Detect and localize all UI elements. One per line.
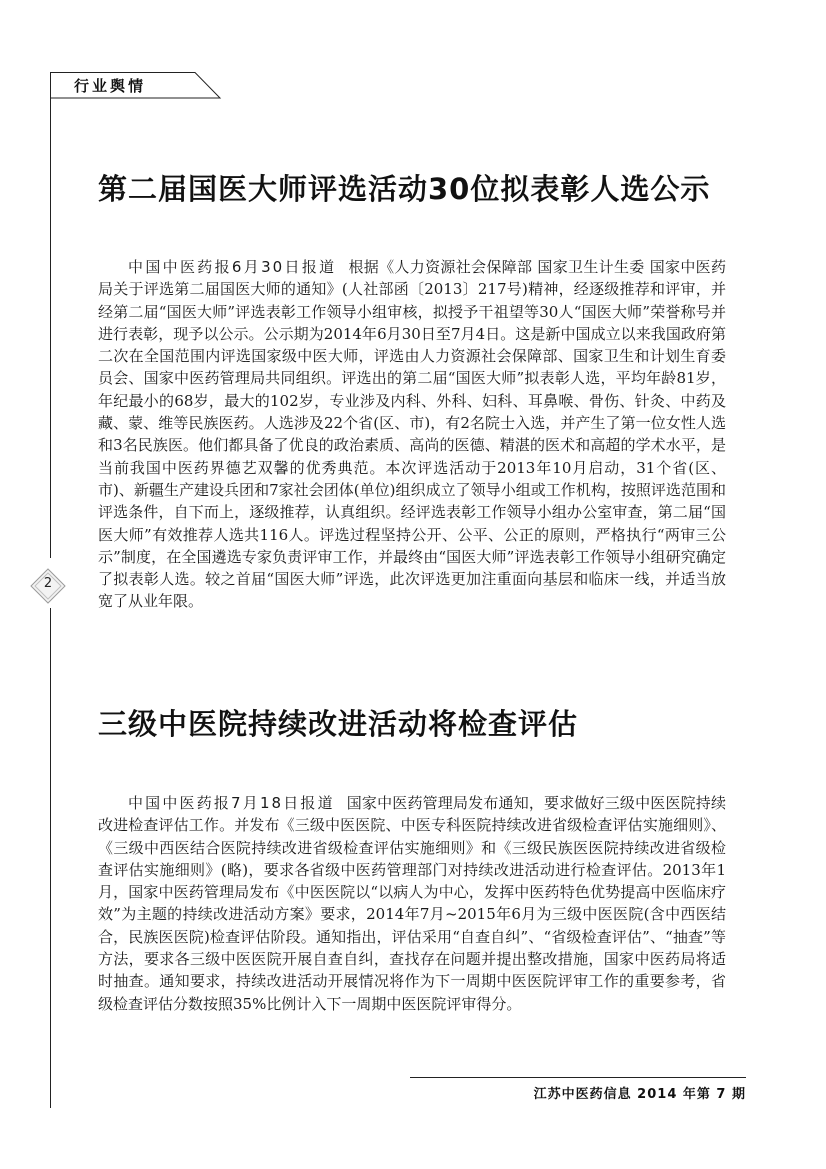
page-number: 2 bbox=[43, 576, 53, 591]
article-body bbox=[98, 792, 726, 1015]
article-title: 三级中医院持续改进活动将检查评估 bbox=[98, 707, 579, 741]
page-number-badge bbox=[28, 566, 68, 606]
section-tag-label: 行业舆情 bbox=[74, 77, 147, 95]
footer-rule bbox=[410, 1077, 746, 1078]
section-tag bbox=[50, 72, 220, 98]
dateline: 中国中医药报6月30日报道 bbox=[128, 258, 337, 276]
article-text: 根据《人力资源社会保障部 国家卫生计生委 国家中医药局关于评选第二届国医大师的通知》(人社部函〔2013〕217号)精神，经逐级推荐和评审，并经第二届“国医大师”评选表彰工作领导小组审核，拟授予干祖望等30人“国医大师”荣誉称号并进行表彰，现予以公示。公示期为2014年6月30日至7月4日。这是新中国成立以来我国政府第二次在全国范围内评选国家级中医大师，评选由人力资源社会保障部、国家卫生和计划生育委员会、国家中医药管理局共同组织。评选出的第二届“国医大师”拟表彰人选，平均年龄81岁，年纪最小的68岁，最大的102岁，专业涉及内科、外科、妇科、耳鼻喉、骨伤、针灸、中药及藏、蒙、维等民族医药。人选涉及22个省(区、市)，有2名院士入选，并产生了第一位女性人选和3名民族医。他们都具备了优良的政治素质、高尚的医德、精湛的医术和高超的学术水平，是当前我国中医药界德艺双馨的优秀典范。本次评选活动于2013年10月启动，31个省(区、市)、新疆生产建设兵团和7家社会团体(单位)组织成立了领导小组或工作机构，按照评选范围和评选条件，自下而上，逐级推荐，认真组织。经评选表彰工作领导小组办公室审查，第二届“国医大师”有效推荐人选共116人。评选过程坚持公开、公平、公正的原则，严格执行“两审三公示”制度，在全国遴选专家负责评审工作，并最终由“国医大师”评选表彰工作领导小组研究确定了拟表彰人选。较之首届“国医大师”评选，此次评选更加注重面向基层和临床一线，并适当放宽了从业年限。 bbox=[98, 258, 726, 611]
margin-rule-upper bbox=[50, 98, 51, 558]
article-body bbox=[98, 256, 726, 613]
journal-footer: 江苏中医药信息 2014 年第 7 期 bbox=[533, 1087, 746, 1102]
article-text: 国家中医药管理局发布通知，要求做好三级中医医院持续改进检查评估工作。并发布《三级中医医院、中医专科医院持续改进省级检查评估实施细则》、《三级中西医结合医院持续改进省级检查评估实施细则》和《三级民族医医院持续改进省级检查评估实施细则》(略)，要求各省级中医药管理部门对持续改进活动进行检查评估。2013年1月，国家中医药管理局发布《中医医院以“以病人为中心，发挥中医药特色优势提高中医临床疗效”为主题的持续改进活动方案》要求，2014年7月~2015年6月为三级中医医院(含中西医结合，民族医医院)检查评估阶段。通知指出，评估采用“自查自纠”、“省级检查评估”、“抽查”等方法，要求各三级中医医院开展自查自纠，查找存在问题并提出整改措施，国家中医药局将适时抽查。通知要求，持续改进活动开展情况将作为下一周期中医医院评审工作的重要参考，省级检查评估分数按照35%比例计入下一周期中医医院评审得分。 bbox=[98, 794, 726, 1013]
margin-rule-lower bbox=[50, 608, 51, 1108]
dateline: 中国中医药报7月18日报道 bbox=[128, 794, 335, 812]
article-title: 第二届国医大师评选活动30位拟表彰人选公示 bbox=[98, 172, 711, 206]
